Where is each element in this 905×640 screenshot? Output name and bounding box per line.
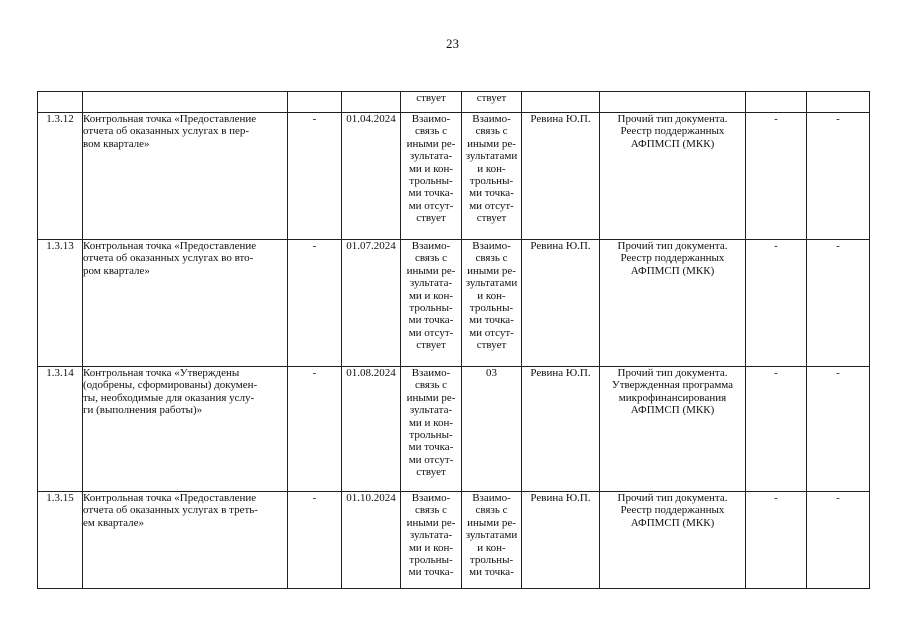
row-number: 1.3.15 <box>38 492 83 589</box>
page-number: 23 <box>446 36 459 51</box>
dash-cell: - <box>807 367 870 492</box>
dash-cell: - <box>288 367 342 492</box>
relation-cell: ствует <box>401 92 462 113</box>
row-number: 1.3.13 <box>38 240 83 367</box>
table-cell <box>342 92 401 113</box>
row-name: Контрольная точка «Предоставление отчета об оказанных услугах во вто- ром квартале» <box>83 240 288 367</box>
table-cell <box>288 92 342 113</box>
relation-cell: Взаимо- связь с иными ре- зультата- ми и кон- трольны- ми точка- <box>401 492 462 589</box>
date-cell: 01.07.2024 <box>342 240 401 367</box>
table-row <box>38 492 870 589</box>
document-type: Прочий тип документа. Утвержденная программа микрофинансирования АФПМСП (МКК) <box>600 367 746 492</box>
relation-cell: 03 <box>462 367 522 492</box>
table-cell <box>600 92 746 113</box>
dash-cell: - <box>807 492 870 589</box>
date-cell: 01.08.2024 <box>342 367 401 492</box>
relation-cell: Взаимо- связь с иными ре- зультата- ми и кон- трольны- ми точка- ми отсут- ствует <box>401 113 462 240</box>
row-name: Контрольная точка «Предоставление отчета об оказанных услугах в треть- ем квартале» <box>83 492 288 589</box>
responsible-person: Ревина Ю.П. <box>522 240 600 367</box>
table-cell <box>746 92 807 113</box>
row-number: 1.3.12 <box>38 113 83 240</box>
row-name: Контрольная точка «Утверждены (одобрены, сформированы) докумен- ты, необходимые для оказания услу- ги (выполнения работы)» <box>83 367 288 492</box>
dash-cell: - <box>746 367 807 492</box>
relation-cell: Взаимо- связь с иными ре- зультатами и кон- трольны- ми точка- ми отсут- ствует <box>462 113 522 240</box>
table-row <box>38 113 870 240</box>
document-type: Прочий тип документа. Реестр поддержанных АФПМСП (МКК) <box>600 113 746 240</box>
document-type: Прочий тип документа. Реестр поддержанных АФПМСП (МКК) <box>600 492 746 589</box>
responsible-person: Ревина Ю.П. <box>522 367 600 492</box>
relation-cell: Взаимо- связь с иными ре- зультатами и кон- трольны- ми точка- ми отсут- ствует <box>462 240 522 367</box>
responsible-person: Ревина Ю.П. <box>522 113 600 240</box>
dash-cell: - <box>288 113 342 240</box>
control-points-table <box>37 91 870 589</box>
table-cell <box>522 92 600 113</box>
table-row <box>38 367 870 492</box>
responsible-person: Ревина Ю.П. <box>522 492 600 589</box>
dash-cell: - <box>288 492 342 589</box>
relation-cell: Взаимо- связь с иными ре- зультатами и кон- трольны- ми точка- <box>462 492 522 589</box>
table-cell <box>807 92 870 113</box>
dash-cell: - <box>807 240 870 367</box>
dash-cell: - <box>746 492 807 589</box>
document-type: Прочий тип документа. Реестр поддержанных АФПМСП (МКК) <box>600 240 746 367</box>
dash-cell: - <box>807 113 870 240</box>
relation-cell: ствует <box>462 92 522 113</box>
table-row-continued <box>38 92 870 113</box>
relation-cell: Взаимо- связь с иными ре- зультата- ми и кон- трольны- ми точка- ми отсут- ствует <box>401 240 462 367</box>
dash-cell: - <box>746 240 807 367</box>
date-cell: 01.10.2024 <box>342 492 401 589</box>
table-cell <box>83 92 288 113</box>
table-cell <box>38 92 83 113</box>
date-cell: 01.04.2024 <box>342 113 401 240</box>
row-name: Контрольная точка «Предоставление отчета об оказанных услугах в пер- вом квартале» <box>83 113 288 240</box>
row-number: 1.3.14 <box>38 367 83 492</box>
table-row <box>38 240 870 367</box>
dash-cell: - <box>288 240 342 367</box>
relation-cell: Взаимо- связь с иными ре- зультата- ми и кон- трольны- ми точка- ми отсут- ствует <box>401 367 462 492</box>
dash-cell: - <box>746 113 807 240</box>
